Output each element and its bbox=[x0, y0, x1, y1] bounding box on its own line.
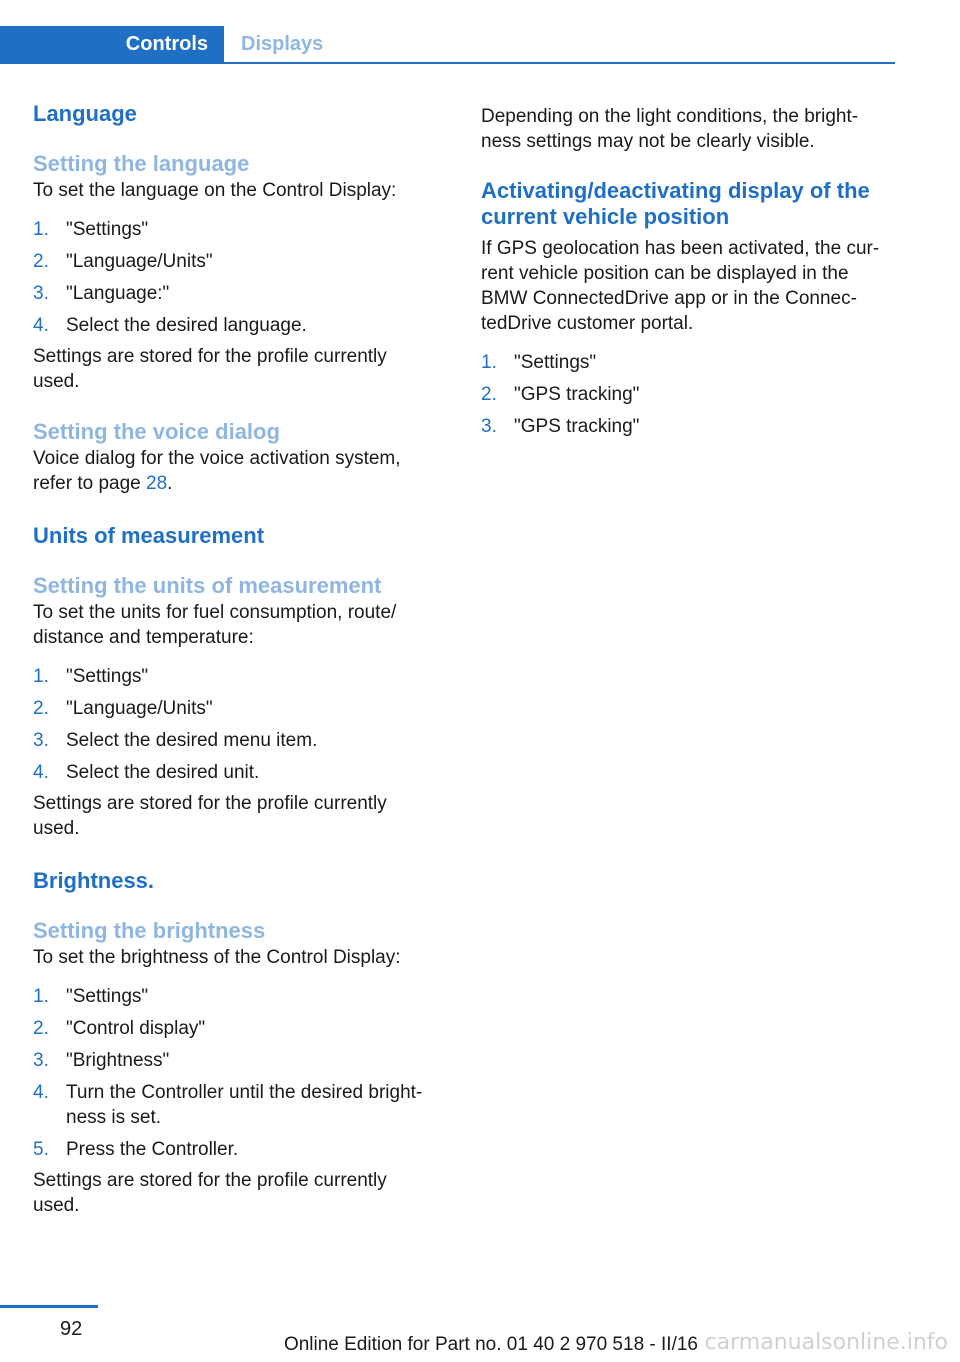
units-steps bbox=[33, 664, 453, 785]
list-item: 2. "Language/Units" bbox=[33, 698, 213, 719]
language-intro: To set the language on the Control Display: bbox=[33, 180, 397, 201]
footer-rule bbox=[0, 1305, 98, 1308]
tab-controls[interactable]: Controls bbox=[0, 26, 224, 62]
list-item: 2. "Control display" bbox=[33, 1018, 206, 1039]
gps-steps bbox=[481, 350, 901, 439]
list-item: 1. "Settings" bbox=[33, 666, 149, 687]
brightness-intro: To set the brightness of the Control Display: bbox=[33, 947, 401, 968]
brightness-heading: Brightness. bbox=[33, 868, 155, 893]
list-item: 1. "Settings" bbox=[33, 986, 149, 1007]
list-item: 3. "Language:" bbox=[33, 283, 170, 304]
gps-heading: Activating/deactivating display of the current vehicle position bbox=[481, 178, 870, 229]
watermark: carmanualsonline.info bbox=[704, 1330, 948, 1355]
left-column bbox=[33, 100, 453, 1218]
list-item: 4. Select the desired language. bbox=[33, 315, 307, 336]
units-intro: To set the units for fuel consumption, route/ distance and temperature: bbox=[33, 602, 397, 648]
language-steps bbox=[33, 217, 453, 338]
page-number: 92 bbox=[60, 1318, 83, 1340]
list-item: 1. "Settings" bbox=[33, 219, 149, 240]
setting-language-subheading: Setting the language bbox=[33, 151, 250, 176]
list-item: 4. Select the desired unit. bbox=[33, 762, 260, 783]
list-item: 2. "Language/Units" bbox=[33, 251, 213, 272]
setting-units-subheading: Setting the units of measurement bbox=[33, 573, 382, 598]
brightness-note: Settings are stored for the profile currently used. bbox=[33, 1170, 387, 1216]
tab-displays[interactable]: Displays bbox=[241, 32, 324, 55]
list-item: 1. "Settings" bbox=[481, 352, 597, 373]
language-heading: Language bbox=[33, 101, 137, 126]
setting-brightness-subheading: Setting the brightness bbox=[33, 918, 266, 943]
units-note: Settings are stored for the profile currently used. bbox=[33, 793, 387, 839]
edition-text: Online Edition for Part no. 01 40 2 970 518 - II/16 bbox=[283, 1334, 698, 1355]
language-note: Settings are stored for the profile currently used. bbox=[33, 346, 387, 392]
voice-dialog-text: Voice dialog for the voice activation system, refer to page 28. bbox=[33, 448, 401, 494]
page-link[interactable]: 28 bbox=[146, 473, 168, 494]
units-heading: Units of measurement bbox=[33, 523, 265, 548]
right-column bbox=[481, 104, 901, 446]
list-item: 3. "GPS tracking" bbox=[481, 416, 640, 437]
list-item: 3. "Brightness" bbox=[33, 1050, 170, 1071]
list-item: 2. "GPS tracking" bbox=[481, 384, 640, 405]
brightness-visibility-text: Depending on the light conditions, the bright‐ ness settings may not be clearly visible. bbox=[481, 106, 859, 152]
list-item: 4. Turn the Controller until the desired bright‐ ness is set. bbox=[33, 1082, 423, 1128]
list-item: 5. Press the Controller. bbox=[33, 1139, 239, 1160]
voice-dialog-subheading: Setting the voice dialog bbox=[33, 419, 280, 444]
header-bar bbox=[0, 26, 895, 64]
brightness-steps bbox=[33, 984, 453, 1162]
gps-text: If GPS geolocation has been activated, the cur‐ rent vehicle position can be displayed in the BMW ConnectedDrive app or in the Connec‐ tedDrive customer portal. bbox=[481, 238, 880, 334]
list-item: 3. Select the desired menu item. bbox=[33, 730, 318, 751]
